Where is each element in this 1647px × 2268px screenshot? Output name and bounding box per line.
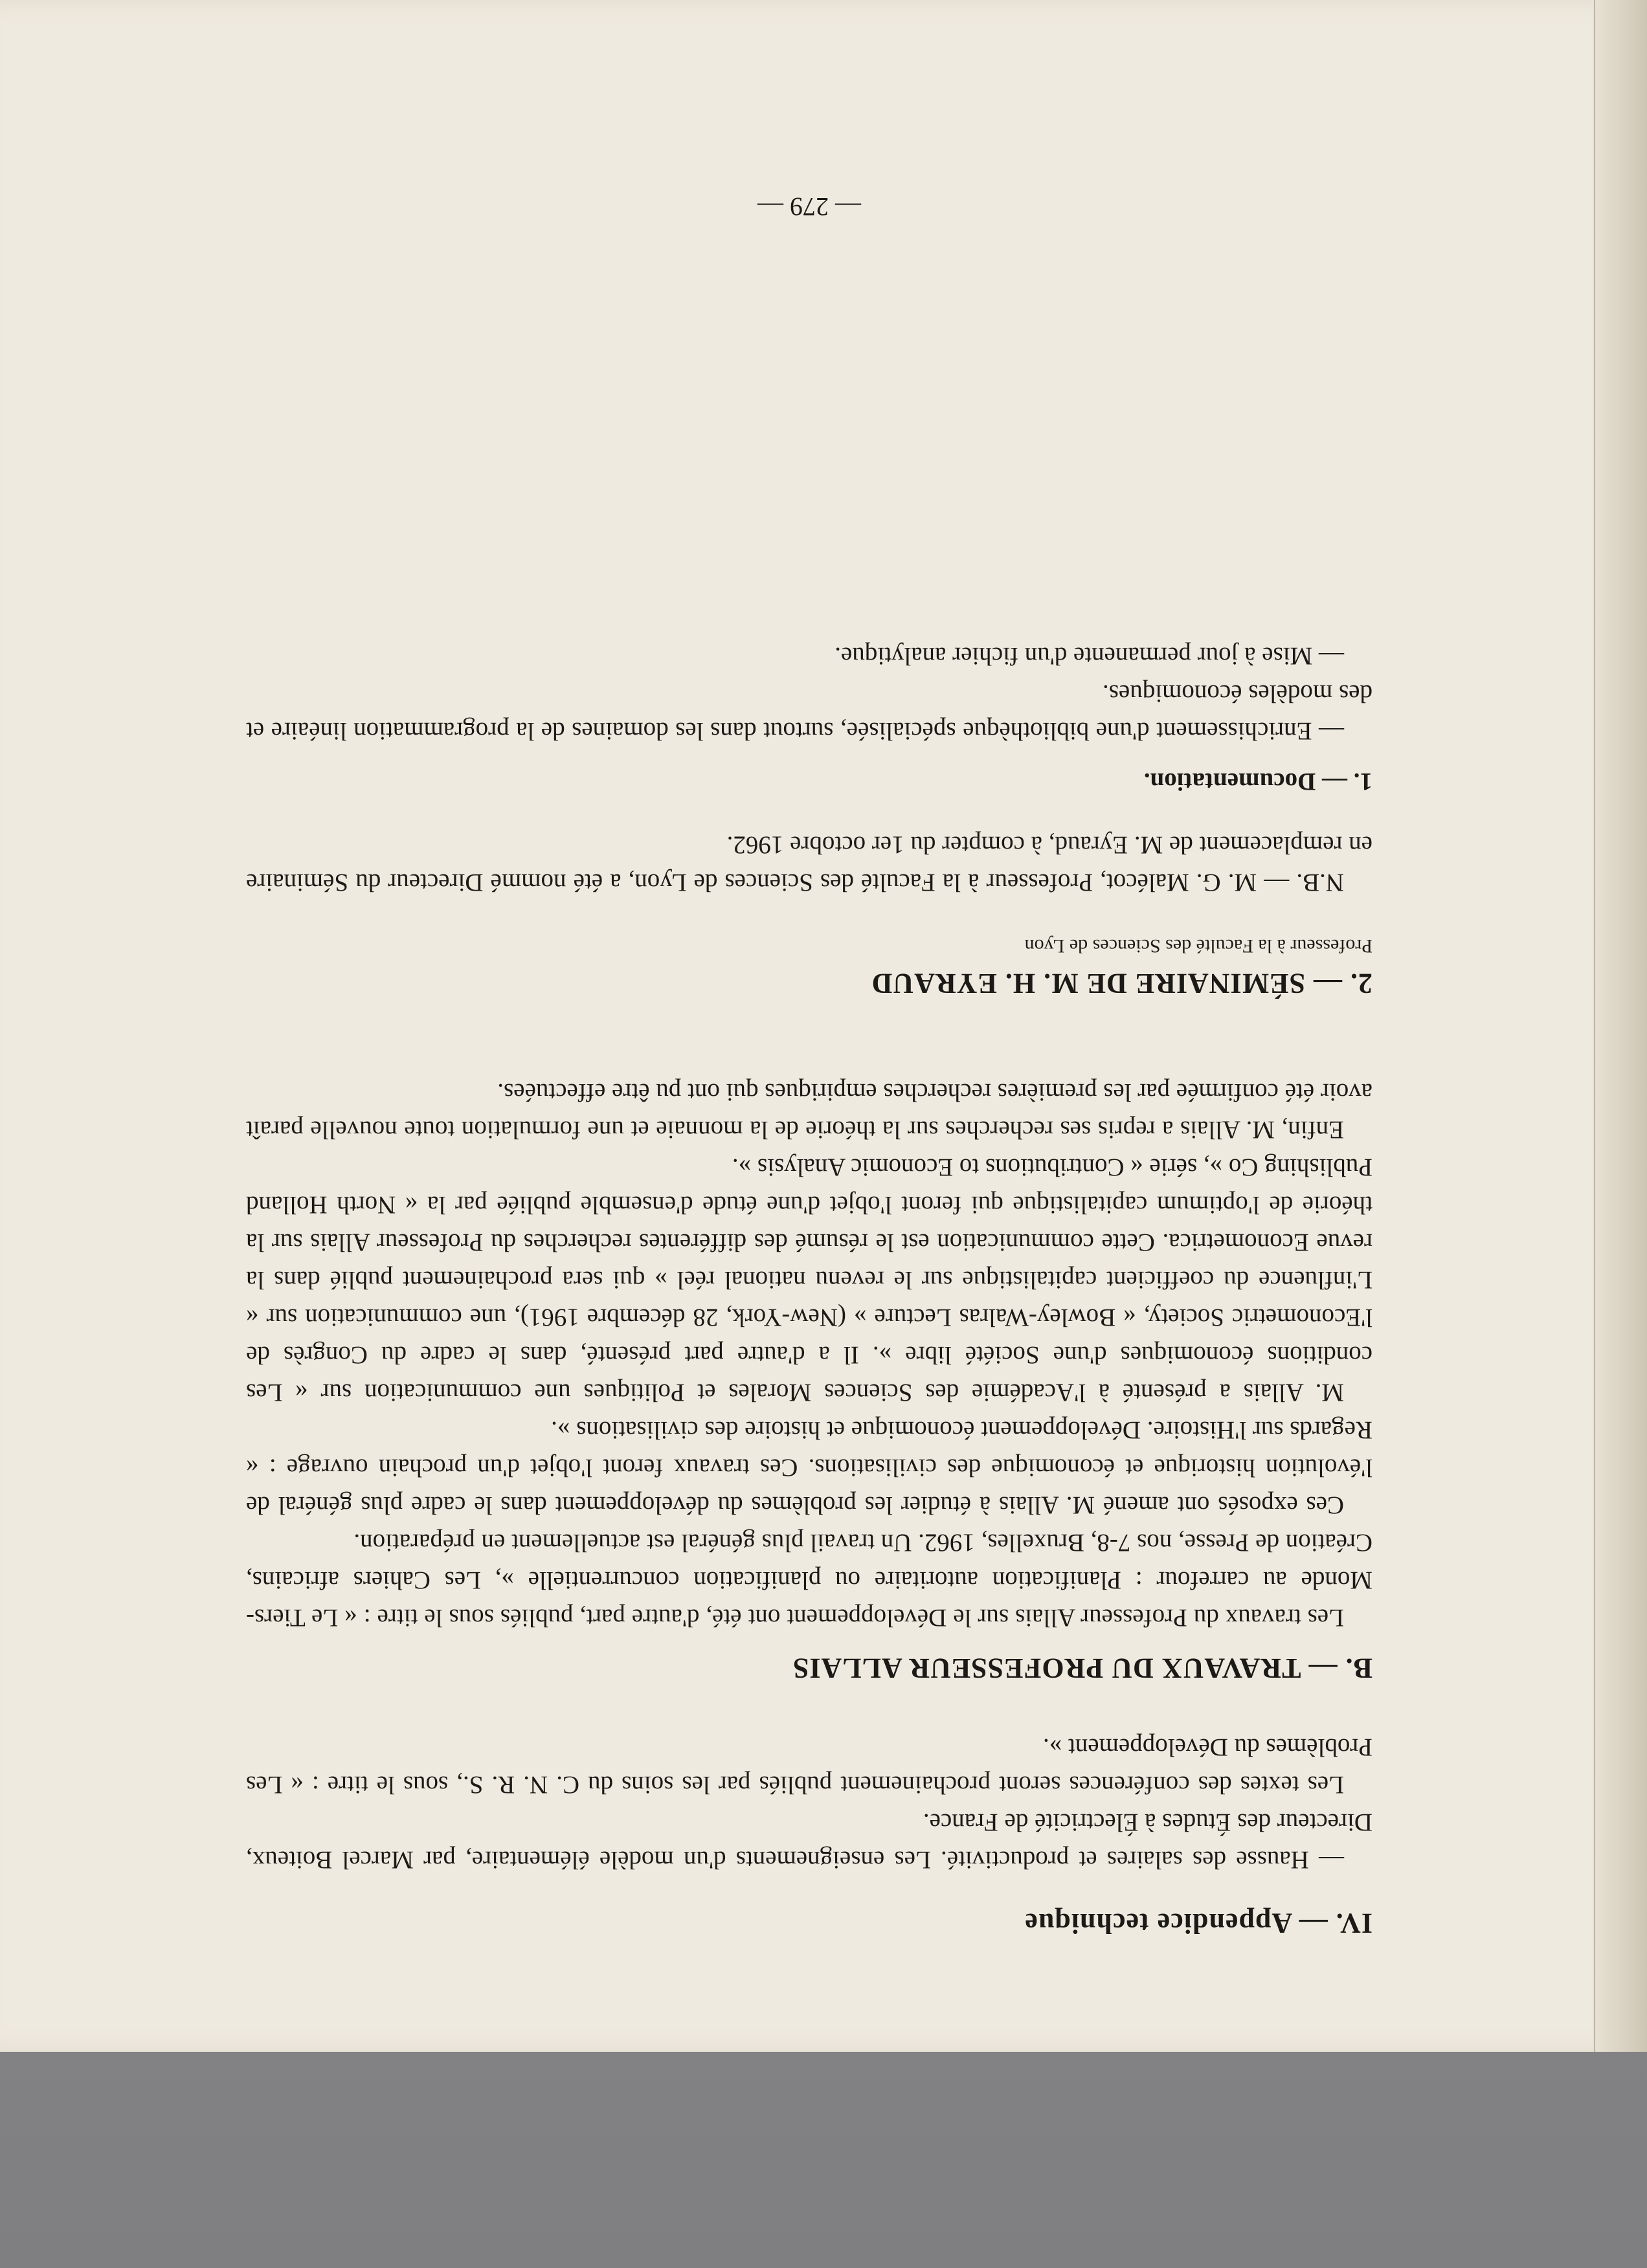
documentation-heading: 1. — Documentation. (1143, 768, 1372, 795)
appendix-item: — Hausse des salaires et productivité. Les enseignements d'un modèle élémentaire, par Marcel Boiteux, Directeur des Études à Électricité de France. (246, 1808, 1372, 1874)
page-number: — 279 — (757, 192, 861, 221)
eyraud-subtitle: Professeur à la Faculté des Sciences de Lyon (1024, 935, 1372, 957)
eyraud-nb-note: N.B. — M. G. Malécot, Professeur à la Faculté des Sciences de Lyon, a été nommé Directeur du Séminaire en remplacement de M. Eyraud, à compter du 1er octobre 1962. (246, 831, 1372, 896)
appendix-note: Les textes des conférences seront prochainement publiés par les soins du C. N. R. S., sous le titre : « Les Problèmes du Développement ». (246, 1733, 1372, 1799)
page-edge-shadow (1593, 0, 1647, 2052)
eyraud-section-title: 2. — SÉMINAIRE DE M. H. EYRAUD (871, 968, 1372, 999)
documentation-item-1: — Enrichissement d'une bibliothèque spécialisée, surtout dans les domaines de la programmation linéaire et des modèles économiques. (246, 680, 1372, 745)
documentation-item-2: — Mise à jour permanente d'un fichier analytique. (835, 642, 1344, 670)
allais-paragraph-3: M. Allais a présenté à l'Académie des Sciences Morales et Politiques une communication sur « Les conditions économiques d'une Société libre ». Il a d'autre part présenté, dans le cadre du Congrès de l'Econometric Society, « Bowley-Walras Lecture » (New-York, 28 décembre 1961), une communication sur « L'influence du coefficient capitalistique sur le revenu national réel » qui sera prochainement publié dans la revue Econometrica. Cette communication est le résumé des différentes recherches du Professeur Allais sur la théorie de l'optimum capitalistique qui feront l'objet d'une étude d'ensemble publiée par la « North Holland Publishing Co », série « Contributions to Economic Analysis ». (246, 1153, 1372, 1406)
page-edge-line (1594, 0, 1595, 2052)
allais-paragraph-4: Enfin, M. Allais a repris ses recherches sur la théorie de la monnaie et une formulation toute nouvelle paraît avoir été confirmée par les premières recherches empiriques qui ont pu être effectuées. (246, 1078, 1372, 1144)
allais-section-title: B. — TRAVAUX DU PROFESSEUR ALLAIS (792, 1652, 1372, 1684)
appendix-title: IV. — Appendice technique (1024, 1907, 1372, 1939)
allais-paragraph-2: Ces exposés ont amené M. Allais à étudier les problèmes du développement dans le cadre plus général de l'évolution historique et économique des civilisations. Ces travaux feront l'objet d'un prochain ouvrage : « Regards sur l'Histoire. Développement économique et histoire des civilisations ». (246, 1416, 1372, 1519)
rotated-printed-page (246, 188, 1372, 1942)
allais-paragraph-1: Les travaux du Professeur Allais sur le Développement ont été, d'autre part, publiés sous le titre : « Le Tiers-Monde au carrefour : Planification autoritaire ou planification concurrentielle », Les Cahiers africains, Création de Presse, nos 7-8, Bruxelles, 1962. Un travail plus général est actuellement en préparation. (246, 1529, 1372, 1632)
